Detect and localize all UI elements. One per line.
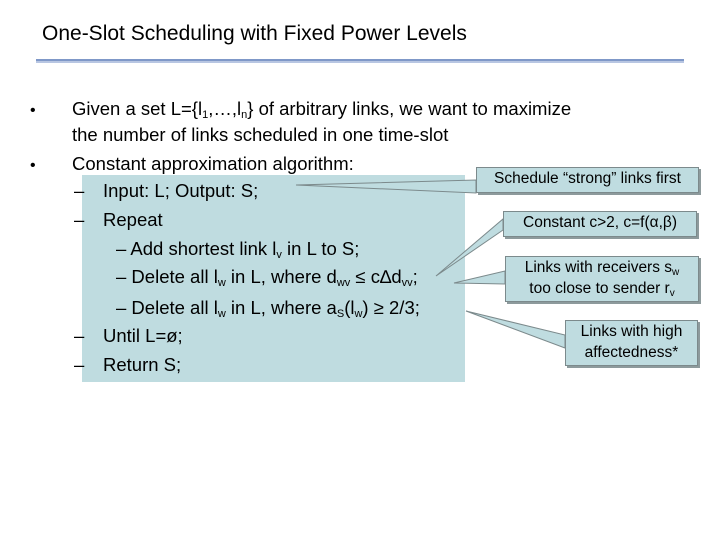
algo-text: – Delete all l [116, 297, 218, 318]
subscript: vv [401, 277, 413, 289]
algo-until: Until L=ø; [103, 325, 183, 346]
subscript: w [354, 308, 363, 320]
algo-text: d [391, 266, 402, 287]
subscript: w [672, 267, 680, 278]
bullet-constant-approx: Constant approximation algorithm: [72, 153, 354, 174]
callout-constant-c: Constant c>2, c=f(α,β) [503, 211, 697, 237]
dash-marker: – [74, 325, 85, 346]
dash-marker: – [74, 354, 85, 375]
pointer-affected [466, 311, 565, 348]
algo-text: (l [344, 297, 355, 318]
subscript: S [336, 308, 345, 320]
callout-line [506, 278, 698, 299]
pointer-receivers [454, 271, 505, 284]
algo-text: ) ≥ 2/3; [362, 297, 420, 318]
bullet-text: } of arbitrary links, we want to maximize [247, 98, 572, 119]
algo-return: Return S; [103, 354, 182, 375]
algo-text: – Add shortest link l [116, 238, 277, 259]
pointer-strong [296, 180, 476, 193]
callout-text: Links with receivers s [524, 259, 673, 276]
algo-text: in L, where d [225, 266, 337, 287]
subscript: v [669, 288, 675, 299]
algo-text: ≤ c [350, 266, 380, 287]
subscript: 1 [202, 109, 209, 121]
bullet-text: Given a set L={l [72, 98, 203, 119]
callout-strong-links: Schedule “strong” links first [476, 167, 699, 193]
algo-text: – Delete all l [116, 266, 218, 287]
callout-text: too close to sender r [529, 280, 670, 297]
subscript: w [217, 308, 226, 320]
dash-marker: – [74, 209, 85, 230]
bullet-text: ,…,l [208, 98, 242, 119]
callout-receivers-close [505, 256, 699, 302]
callout-line: affectedness* [584, 344, 679, 361]
pointer-constant [436, 219, 503, 276]
algo-text: in L to S; [281, 238, 360, 259]
algo-input-output: Input: L; Output: S; [103, 180, 259, 201]
subscript: n [241, 109, 248, 121]
bullet-marker: • [30, 102, 36, 119]
subscript: v [276, 249, 282, 261]
algo-text: ; [412, 266, 418, 287]
delta-symbol: ∆ [379, 266, 392, 287]
callout-line: Links with high [580, 323, 683, 340]
callout-high-affectedness [565, 320, 698, 366]
bullet-given-set-line2: the number of links scheduled in one time-slot [72, 124, 449, 145]
algo-repeat: Repeat [103, 209, 163, 230]
callout-line [506, 257, 698, 278]
bullet-marker: • [30, 157, 36, 174]
subscript: wv [336, 277, 351, 289]
subscript: w [217, 277, 226, 289]
slide-title: One-Slot Scheduling with Fixed Power Levels [42, 22, 467, 45]
dash-marker: – [74, 180, 85, 201]
algo-text: in L, where a [225, 297, 337, 318]
